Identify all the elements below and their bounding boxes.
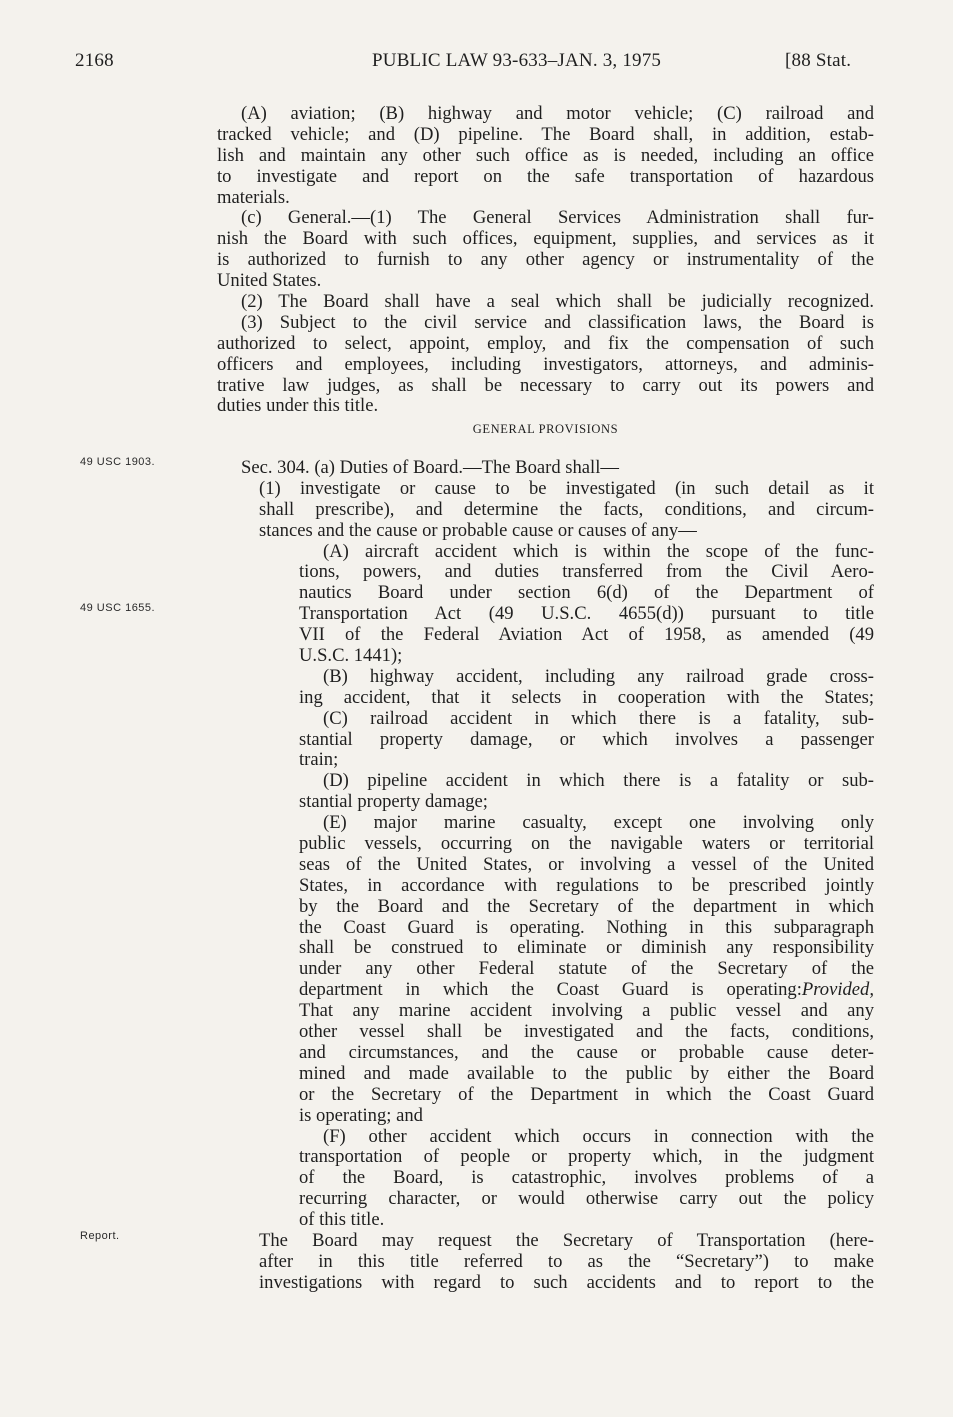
- text-line: Transportation Act (49 U.S.C. 4655(d)) pursuant to title: [299, 603, 874, 625]
- text-line: tracked vehicle; and (D) pipeline. The Board shall, in addition, estab-: [217, 123, 874, 145]
- text-line: seas of the United States, or involving a vessel of the United: [299, 853, 874, 875]
- text-line: United States.: [217, 270, 322, 292]
- text-line: (E) major marine casualty, except one involving only: [323, 812, 874, 834]
- text-line: duties under this title.: [217, 395, 379, 417]
- text-line: or the Secretary of the Department in which the Coast Guard: [299, 1083, 874, 1105]
- text-line: the Coast Guard is operating. Nothing in this subparagraph: [299, 916, 874, 938]
- text-line: officers and employees, including investigators, attorneys, and adminis-: [217, 353, 874, 375]
- text-line: train;: [299, 749, 339, 771]
- text-line: to investigate and report on the safe transportation of hazardous: [217, 165, 874, 187]
- text-line: public vessels, occurring on the navigable waters or territorial: [299, 833, 874, 855]
- text-line: and circumstances, and the cause or probable cause deter-: [299, 1041, 874, 1063]
- provided-italic: Provided,: [801, 979, 874, 1001]
- text-line: (c) General.—(1) The General Services Administration shall fur-: [241, 207, 874, 229]
- text-line: ing accident, that it selects in cooperation with the States;: [299, 686, 874, 708]
- text-line: States, in accordance with regulations to be prescribed jointly: [299, 874, 874, 896]
- text-line: VII of the Federal Aviation Act of 1958, as amended (49: [299, 624, 874, 646]
- text-line: (A) aircraft accident which is within the scope of the func-: [323, 540, 874, 562]
- body-text-top: [217, 104, 874, 440]
- text-line: (C) railroad accident in which there is a fatality, sub-: [323, 707, 874, 729]
- text-line: transportation of people or property which, in the judgment: [299, 1146, 874, 1168]
- text-line: by the Board and the Secretary of the department in which: [299, 895, 874, 917]
- text-line: (3) Subject to the civil service and classification laws, the Board is: [241, 311, 874, 333]
- text-line: That any marine accident involving a public vessel and any: [299, 1000, 874, 1022]
- text-line: materials.: [217, 186, 290, 208]
- page-number: 2168: [75, 50, 114, 71]
- text-span: department in which the Coast Guard is operating:: [299, 979, 802, 1001]
- text-line: (F) other accident which occurs in connection with the: [323, 1125, 874, 1147]
- text-line: of this title.: [299, 1209, 385, 1231]
- text-line: stances and the cause or probable cause or causes of any—: [259, 519, 697, 541]
- text-line: under any other Federal statute of the Secretary of the: [299, 958, 874, 980]
- margin-note-usc-1655: 49 USC 1655.: [80, 602, 156, 614]
- text-line: trative law judges, as shall be necessary to carry out its powers and: [217, 374, 874, 396]
- text-line: (D) pipeline accident in which there is a fatality or sub-: [323, 770, 874, 792]
- statute-reference: [88 Stat.: [785, 50, 852, 71]
- text-line: (1) investigate or cause to be investigated (in such detail as it: [259, 477, 874, 499]
- running-title: PUBLIC LAW 93-633–JAN. 3, 1975: [372, 50, 662, 71]
- text-line: lish and maintain any other such office as is needed, including an office: [217, 144, 874, 166]
- text-line: other vessel shall be investigated and the facts, conditions,: [299, 1021, 874, 1043]
- text-line: nish the Board with such offices, equipment, supplies, and services as it: [217, 228, 874, 250]
- text-line: nautics Board under section 6(d) of the Department of: [299, 582, 874, 604]
- body-text-section-304: [217, 458, 874, 1294]
- text-line: authorized to select, appoint, employ, and fix the compensation of such: [217, 332, 874, 354]
- margin-note-usc-1903: 49 USC 1903.: [80, 456, 156, 468]
- section-heading: GENERAL PROVISIONS: [472, 422, 619, 437]
- text-line: is authorized to furnish to any other agency or instrumentality of the: [217, 249, 874, 271]
- text-line: of the Board, is catastrophic, involves problems of a: [299, 1167, 874, 1189]
- text-line: stantial property damage, or which involves a passenger: [299, 728, 874, 750]
- text-line: is operating; and: [299, 1104, 423, 1126]
- text-line: (B) highway accident, including any railroad grade cross-: [323, 665, 874, 687]
- margin-note-report: Report.: [80, 1230, 120, 1242]
- section-304-heading-line: Sec. 304. (a) Duties of Board.—The Board shall—: [241, 457, 619, 478]
- text-line: shall prescribe), and determine the facts, conditions, and circum-: [259, 498, 874, 520]
- text-line: The Board may request the Secretary of Transportation (here-: [259, 1229, 874, 1251]
- text-line: mined and made available to the public by either the Board: [299, 1062, 874, 1084]
- text-line: (A) aviation; (B) highway and motor vehicle; (C) railroad and: [241, 103, 874, 124]
- text-line: (2) The Board shall have a seal which shall be judicially recognized.: [241, 291, 874, 313]
- text-line: stantial property damage;: [299, 791, 488, 813]
- text-line: after in this title referred to as the “Secretary”) to make: [259, 1250, 874, 1272]
- text-line: shall be construed to eliminate or diminish any responsibility: [299, 937, 874, 959]
- text-line: tions, powers, and duties transferred from the Civil Aero-: [299, 561, 874, 583]
- text-line: investigations with regard to such accidents and to report to the: [259, 1271, 874, 1293]
- text-line-provided: [217, 980, 874, 1001]
- text-line: recurring character, or would otherwise carry out the policy: [299, 1188, 874, 1210]
- text-line: U.S.C. 1441);: [299, 645, 403, 667]
